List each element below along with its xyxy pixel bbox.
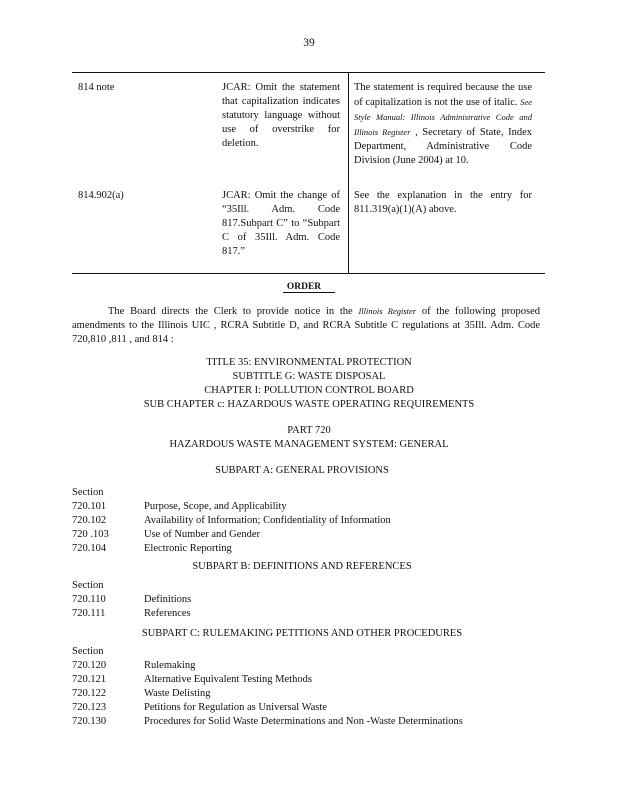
order-heading-text: ORDER xyxy=(283,282,335,293)
section-entry xyxy=(72,593,572,607)
section-label: Section xyxy=(72,487,104,498)
section-number: 720.130 xyxy=(72,716,107,727)
response-text: , Secretary of State, Index Department, Administrative Code Division (June 2004) at 10. xyxy=(354,127,532,166)
section-number: 720 .103 xyxy=(72,529,109,540)
heading-line: SUB CHAPTER c: HAZARDOUS WASTE OPERATING REQUIREMENTS xyxy=(143,399,475,410)
section-title: Purpose, Scope, and Applicability xyxy=(144,501,287,512)
source-cell: JCAR: Omit the change of “35Ill. Adm. Code 817.Subpart C” to “Subpart C of 35Ill. Adm. Code 817.” xyxy=(222,190,340,257)
section-number: 720.122 xyxy=(72,688,107,699)
section-number: 720.102 xyxy=(72,515,107,526)
comments-table xyxy=(72,72,545,274)
section-label: Section xyxy=(72,646,104,657)
section-number: 720.101 xyxy=(72,501,107,512)
section-number: 720.120 xyxy=(72,660,107,671)
subpart-title: SUBPART C: RULEMAKING PETITIONS AND OTHER PROCEDURES xyxy=(141,628,463,639)
section-entry xyxy=(72,715,572,729)
table-row xyxy=(72,81,545,189)
section-number: 720.111 xyxy=(72,608,106,619)
section-number: 720.110 xyxy=(72,594,106,605)
section-label: Section xyxy=(72,580,104,591)
section-title: Definitions xyxy=(144,594,192,605)
intro-paragraph xyxy=(72,304,540,347)
source-cell: JCAR: Omit the statement that capitalization indicates statutory language without use of overstrike for deletion. xyxy=(222,82,340,149)
response-text: See the explanation in the entry for 811.319(a)(1)(A) above. xyxy=(354,190,532,215)
heading-line: CHAPTER I: POLLUTION CONTROL BOARD xyxy=(204,385,414,396)
section-entry xyxy=(72,500,572,514)
heading-line: PART 720 xyxy=(287,425,331,436)
subpart-b-block xyxy=(72,560,572,621)
subpart-title: SUBPART A: GENERAL PROVISIONS xyxy=(215,465,389,476)
section-title: Use of Number and Gender xyxy=(144,529,261,540)
intro-text: The Board directs the Clerk to provide notice in the xyxy=(108,306,353,317)
subpart-a-block xyxy=(72,464,572,556)
response-cell xyxy=(354,81,532,168)
section-title: Rulemaking xyxy=(144,660,196,671)
section-entry xyxy=(72,528,572,542)
section-entry xyxy=(72,514,572,528)
title-heading-block xyxy=(0,356,618,412)
section-entry xyxy=(72,659,572,673)
section-entry xyxy=(72,701,572,715)
subpart-c-block xyxy=(72,627,572,729)
section-cell: 814.902(a) xyxy=(78,190,124,201)
table-row xyxy=(72,189,545,273)
section-number: 720.123 xyxy=(72,702,107,713)
intro-text: of the following proposed amendments to the Illinois UIC , RCRA Subtitle D, and RCRA Subtitle C regulations at 35Ill. Adm. Code 720,810 ,811 , and 814 : xyxy=(72,306,541,345)
section-title: Alternative Equivalent Testing Methods xyxy=(144,674,312,685)
section-title: Petitions for Regulation as Universal Waste xyxy=(144,702,327,713)
section-number: 720.104 xyxy=(72,543,107,554)
section-entry xyxy=(72,607,572,621)
heading-line: TITLE 35: ENVIRONMENTAL PROTECTION xyxy=(206,357,412,368)
response-text: The statement is required because the use of capitalization is not the use of italic. xyxy=(354,82,532,108)
order-heading xyxy=(0,280,618,294)
section-entry xyxy=(72,687,572,701)
section-number: 720.121 xyxy=(72,674,107,685)
section-title: Procedures for Solid Waste Determinations and Non -Waste Determinations xyxy=(144,716,463,727)
response-cell xyxy=(354,189,532,217)
page-number: 39 xyxy=(303,37,315,49)
section-entry xyxy=(72,673,572,687)
part-heading-block xyxy=(0,424,618,452)
heading-line: SUBTITLE G: WASTE DISPOSAL xyxy=(232,371,386,382)
section-title: Waste Delisting xyxy=(144,688,211,699)
section-title: References xyxy=(144,608,191,619)
section-title: Availability of Information; Confidentiality of Information xyxy=(144,515,391,526)
section-entry xyxy=(72,542,572,556)
citation-text: See Style Manual: Illinois Administrative Code and Illinois Register xyxy=(354,97,532,137)
section-cell: 814 note xyxy=(78,82,115,93)
heading-line: HAZARDOUS WASTE MANAGEMENT SYSTEM: GENERAL xyxy=(169,439,449,450)
publication-name: Illinois Register xyxy=(358,306,417,316)
section-title: Electronic Reporting xyxy=(144,543,232,554)
subpart-title: SUBPART B: DEFINITIONS AND REFERENCES xyxy=(192,561,412,572)
